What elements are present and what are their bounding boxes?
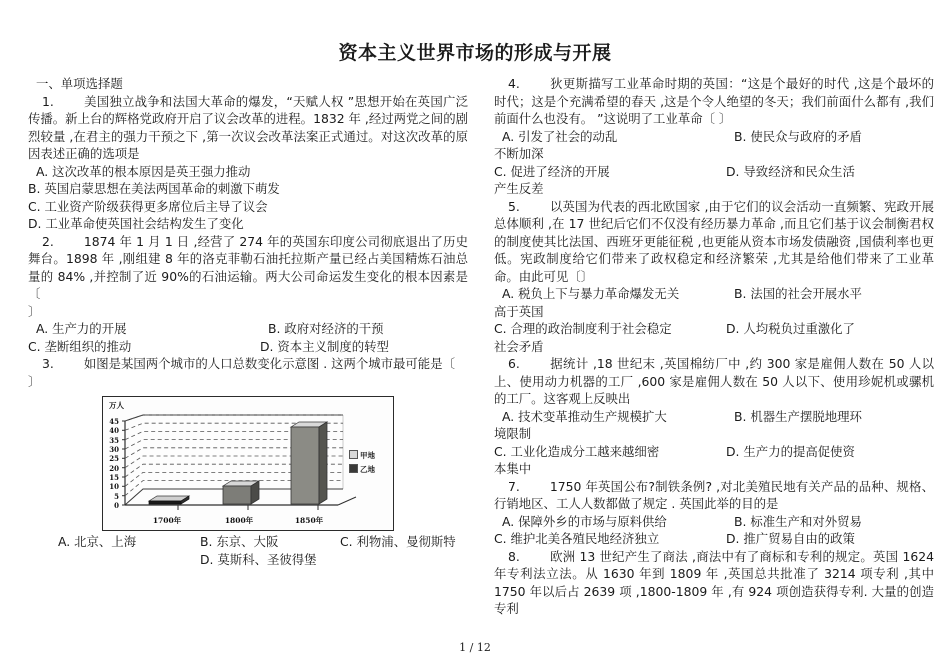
two-column-body <box>28 75 934 618</box>
question-5-stem: 以英国为代表的西北欧国家 ,由于它们的议会活动一直频繁、宪政开展总体顺利 ,在 17 世纪后它们不仅没有经历暴力革命 ,而且它们基于议会制衡君权的制度使其比法国、西班牙更能征税 ,也更能从资本市场发债融资 ,国债利率也更低。宪政制度给它们带来了政权稳定和经济繁荣 ,尤其是给他们带来了工业革命。由此可见〔〕 <box>494 198 934 284</box>
question-5-options-row-2 <box>494 320 934 338</box>
question-4-stem: 狄更斯描写工业革命时期的英国：“这是个最好的时代 ,这是个最坏的时代；这是个充满希望的春天 ,这是个令人绝望的冬天；我们前面什么都有 ,我们前面什么也没有。 ”这说明了工业革命〔 〕 <box>494 76 934 126</box>
question-2-options-row-1 <box>28 320 468 338</box>
chart-ytick-5: 5 <box>114 491 119 501</box>
question-3 <box>28 355 468 373</box>
question-3-number: 3. <box>42 356 54 371</box>
question-6-option-d-continuation: 本集中 <box>494 461 532 476</box>
question-8-number: 8. <box>508 548 520 564</box>
page-title: 资本主义世界市场的形成与开展 <box>338 42 612 64</box>
question-2-option-d[interactable]: D. 资本主义制度的转型 <box>260 338 389 354</box>
question-5-option-d[interactable]: D. 人均税负过重激化了 <box>726 321 855 336</box>
question-3-option-c[interactable]: C. 利物浦、曼彻斯特 <box>340 534 456 549</box>
page-footer: 1 / 12 <box>459 641 491 654</box>
chart-ytick-40: 40 <box>109 426 119 435</box>
question-7 <box>494 478 934 513</box>
question-5-option-c[interactable]: C. 合理的政治制度利于社会稳定 <box>494 321 672 336</box>
question-7-option-a[interactable]: A. 保障外乡的市场与原料供给 <box>502 513 667 529</box>
question-1 <box>28 93 468 163</box>
right-column <box>494 75 934 618</box>
question-7-number: 7. <box>508 478 520 494</box>
chart-ytick-25: 25 <box>109 454 119 463</box>
chart-ytick-20: 20 <box>109 463 119 473</box>
population-chart-figure <box>28 396 468 531</box>
question-3-option-a[interactable]: A. 北京、上海 <box>58 534 137 549</box>
question-5-option-d-continuation: 社会矛盾 <box>494 338 544 354</box>
question-7-options-row-2 <box>494 530 934 548</box>
question-1-option-d[interactable]: D. 工业革命使英国社会结构发生了变化 <box>28 216 244 231</box>
chart-ytick-10: 10 <box>109 482 119 491</box>
question-1-option-a[interactable]: A. 这次改革的根本原因是英王强力推动 <box>36 163 251 179</box>
question-8 <box>494 548 934 618</box>
legend-swatch-light <box>349 450 358 459</box>
question-2-option-b[interactable]: B. 政府对经济的干预 <box>268 321 384 336</box>
chart-legend-label-0: 甲地 <box>360 451 375 460</box>
question-6-option-d[interactable]: D. 生产力的提高促使资 <box>726 443 855 459</box>
question-2-option-c[interactable]: C. 垄断组织的推动 <box>28 338 132 354</box>
chart-y-axis-unit: 万人 <box>109 401 124 410</box>
legend-swatch-dark <box>349 464 358 473</box>
question-1-option-c[interactable]: C. 工业资产阶级获得更多席位后主导了议会 <box>28 198 268 214</box>
question-3-stem-tail: 〕 <box>28 373 41 389</box>
chart-legend-label-1: 乙地 <box>360 465 375 474</box>
question-6-number: 6. <box>508 356 520 371</box>
question-7-option-c[interactable]: C. 维护北美各殖民地经济独立 <box>494 531 660 546</box>
chart-bar-1850 <box>291 422 327 504</box>
question-5-option-b-continuation: 高于英国 <box>494 303 544 319</box>
left-column <box>28 75 468 568</box>
question-4 <box>494 75 934 128</box>
question-4-option-d-continuation: 产生反差 <box>494 181 544 196</box>
chart-legend-item-jiadi <box>349 450 375 461</box>
chart-legend-item-yidi <box>349 464 375 475</box>
question-2-number: 2. <box>42 233 54 249</box>
question-4-options-row-1 <box>494 128 934 146</box>
question-5-number: 5. <box>508 198 520 214</box>
question-5-option-a[interactable]: A. 税负上下与暴力革命爆发无关 <box>502 286 680 301</box>
question-6-option-c[interactable]: C. 工业化造成分工越来越细密 <box>494 443 660 459</box>
question-4-option-d[interactable]: D. 导致经济和民众生活 <box>726 163 855 179</box>
question-7-option-d[interactable]: D. 推广贸易自由的政策 <box>726 531 855 546</box>
question-7-stem: 1750 年英国公布?制铁条例? ,对北美殖民地有关产品的品种、规格、行销地区、工人人数都做了规定 . 英国此举的目的是 <box>494 478 934 511</box>
question-4-option-a[interactable]: A. 引发了社会的动乱 <box>502 128 618 144</box>
question-1-option-b[interactable]: B. 英国启蒙思想在美法两国革命的刺激下萌发 <box>28 181 280 196</box>
chart-ytick-45: 45 <box>109 417 119 426</box>
question-3-option-d[interactable]: D. 莫斯科、圣彼得堡 <box>200 551 317 567</box>
chart-plot-area <box>103 397 393 530</box>
question-4-options-row-2 <box>494 163 934 181</box>
question-4-option-b-continuation: 不断加深 <box>494 146 544 161</box>
chart-xtick-1850: 1850年 <box>294 516 324 525</box>
question-5-options-row-1 <box>494 285 934 303</box>
question-2-stem: 1874 年 1 月 1 日 ,经营了 274 年的英国东印度公司彻底退出了历史舞台。1898 年 ,刚组建 8 年的洛克菲勒石油托拉斯产量已经占美国精炼石油总量的 84% ,并控制了近 90%的石油运输。两大公司命运发生变化的根本因素是〔 <box>28 233 468 301</box>
question-2 <box>28 233 468 303</box>
question-6-option-b[interactable]: B. 机器生产摆脱地理环 <box>734 408 862 424</box>
chart-ytick-0: 0 <box>114 501 119 510</box>
question-8-stem: 欧洲 13 世纪产生了商法 ,商法中有了商标和专利的规定。英国 1624 年专利法立法。从 1630 年到 1809 年 ,英国总共批准了 3214 项专利 ,其中 1750 年以后占 2639 项 ,1800-1809 年 ,有 924 项创造获得专利. 大量的创造专利 <box>494 548 934 616</box>
population-chart <box>102 396 394 531</box>
question-2-options-row-2 <box>28 338 468 356</box>
question-4-number: 4. <box>508 76 520 91</box>
question-4-option-b[interactable]: B. 使民众与政府的矛盾 <box>734 128 862 144</box>
chart-bar-1700 <box>149 496 189 504</box>
question-2-stem-tail: 〕 <box>28 303 41 319</box>
question-4-option-c[interactable]: C. 促进了经济的开展 <box>494 163 610 179</box>
chart-bar-1800 <box>223 481 259 504</box>
section-heading: 一、单项选择题 <box>36 76 123 91</box>
question-6 <box>494 355 934 408</box>
question-1-number: 1. <box>42 93 54 109</box>
chart-xtick-1800: 1800年 <box>224 516 254 525</box>
question-5 <box>494 198 934 286</box>
chart-ytick-30: 30 <box>109 445 119 454</box>
chart-ytick-15: 15 <box>109 473 119 482</box>
chart-ytick-35: 35 <box>109 435 119 445</box>
question-3-option-b[interactable]: B. 东京、大阪 <box>200 534 279 549</box>
question-6-option-b-continuation: 境限制 <box>494 426 532 441</box>
question-3-options-row-1 <box>28 533 468 551</box>
question-7-option-b[interactable]: B. 标准生产和对外贸易 <box>734 513 862 529</box>
question-3-stem: 如图是某国两个城市的人口总数变化示意图 . 这两个城市最可能是〔 <box>83 356 455 371</box>
question-6-options-row-2 <box>494 443 934 461</box>
chart-xtick-1700: 1700年 <box>152 516 182 525</box>
question-7-options-row-1 <box>494 513 934 531</box>
question-1-stem: 美国独立战争和法国大革命的爆发，“天赋人权 ”思想开始在英国广泛传播。新上台的辉格党政府开启了议会改革的进程。1832 年 ,经过两党之间的剧烈较量 ,在君主的强力干预之下 ,第一次议会改革法案正式通过。对这次改革的原因表述正确的选项是 <box>28 93 468 161</box>
question-2-option-a[interactable]: A. 生产力的开展 <box>36 321 127 336</box>
question-6-stem: 据统计 ,18 世纪末 ,英国棉纺厂中 ,约 300 家是雇佣人数在 50 人以上、使用动力机器的工厂 ,600 家是雇佣人数在 50 人以下、使用珍妮机或骡机的工厂。这客观上反映出 <box>494 356 934 406</box>
question-6-options-row-1 <box>494 408 934 426</box>
question-6-option-a[interactable]: A. 技术变革推动生产规模扩大 <box>502 408 667 424</box>
question-5-option-b[interactable]: B. 法国的社会开展水平 <box>734 286 862 301</box>
